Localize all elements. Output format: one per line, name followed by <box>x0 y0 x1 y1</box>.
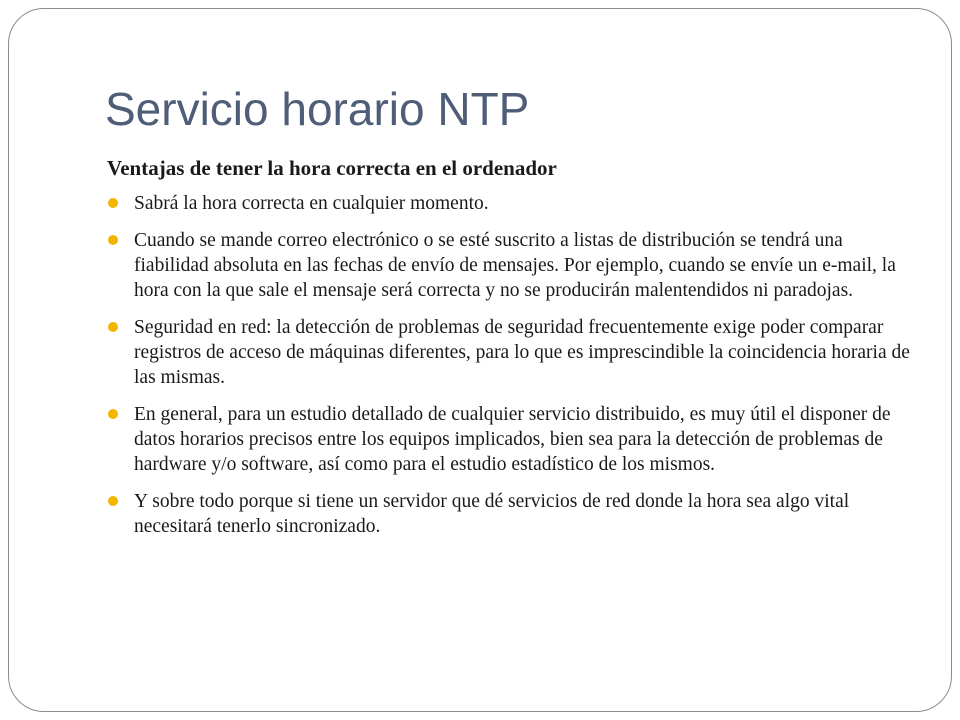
bullet-text: Cuando se mande correo electrónico o se esté suscrito a listas de distribución se tendrá una fiabilidad absoluta en las fechas de envío de mensajes. Por ejemplo, cuando se envíe un e-mail, la hora con la que sale el mensaje será correcta y no se producirán malentendidos ni paradojas. <box>134 230 896 301</box>
slide-content <box>107 154 917 551</box>
bullet-item <box>107 402 917 477</box>
bullet-item <box>107 191 917 216</box>
bullet-dot-icon <box>108 235 118 245</box>
bullet-dot-icon <box>108 496 118 506</box>
bullet-text: Y sobre todo porque si tiene un servidor que dé servicios de red donde la hora sea algo vital necesitará tenerlo sincronizado. <box>134 491 850 537</box>
bullet-list <box>107 191 917 539</box>
slide-title: Servicio horario NTP <box>105 83 530 135</box>
bullet-text: En general, para un estudio detallado de cualquier servicio distribuido, es muy útil el disponer de datos horarios precisos entre los equipos implicados, bien sea para la detección de problemas de hardware y/o software, así como para el estudio estadístico de los mismos. <box>134 404 891 475</box>
bullet-dot-icon <box>108 409 118 419</box>
slide-subtitle: Ventajas de tener la hora correcta en el ordenador <box>107 156 557 180</box>
bullet-item <box>107 315 917 390</box>
bullet-dot-icon <box>108 322 118 332</box>
bullet-text: Sabrá la hora correcta en cualquier momento. <box>134 193 489 214</box>
bullet-text: Seguridad en red: la detección de problemas de seguridad frecuentemente exige poder comparar registros de acceso de máquinas diferentes, para lo que es imprescindible la coincidencia horaria de las mismas. <box>134 317 910 388</box>
bullet-item <box>107 489 917 539</box>
bullet-item <box>107 228 917 303</box>
bullet-dot-icon <box>108 198 118 208</box>
